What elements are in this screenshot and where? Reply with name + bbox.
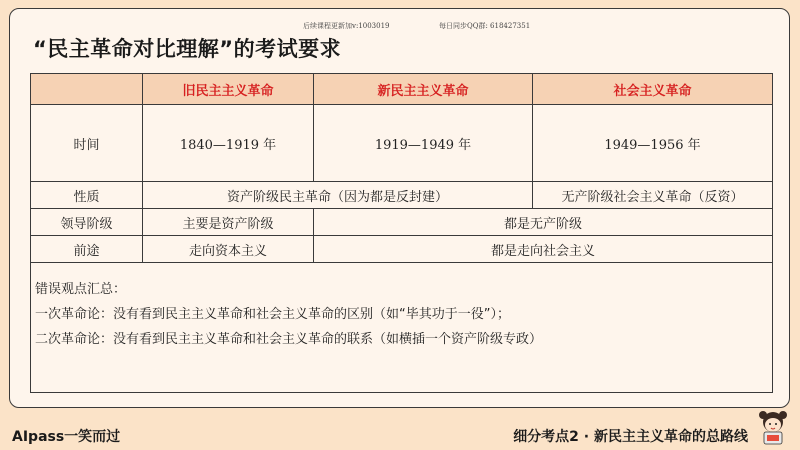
watermark-right: 每日同步QQ群: 618427351 [439,22,531,30]
nature-democratic: 资产阶级民主革命（因为都是反封建） [143,182,533,209]
table-row-leadership [31,209,773,236]
row-label-nature: 性质 [31,182,143,209]
comparison-table [30,73,773,393]
footer-topic: 细分考点2 · 新民主主义革命的总路线 [513,429,748,445]
header-old-democratic: 旧民主主义革命 [143,74,314,105]
leadership-old-democratic: 主要是资产阶级 [143,209,314,236]
notes-item-2: 二次革命论：没有看到民主主义革命和社会主义革命的联系（如横插一个资产阶级专政） [35,332,543,347]
header-new-democratic: 新民主主义革命 [314,74,533,105]
table-row-time [31,105,773,182]
future-shared: 都是走向社会主义 [314,236,773,263]
watermark-left: 后续课程更新加v:1003019 [303,22,390,30]
table-row-future [31,236,773,263]
row-label-time: 时间 [31,105,143,182]
nature-socialist: 无产阶级社会主义革命（反资） [533,182,773,209]
mascot-avatar-icon [756,409,790,447]
time-old-democratic: 1840—1919 年 [143,105,314,182]
time-new-democratic: 1919—1949 年 [314,105,533,182]
leadership-shared: 都是无产阶级 [314,209,773,236]
row-label-leadership: 领导阶级 [31,209,143,236]
future-old-democratic: 走向资本主义 [143,236,314,263]
notes-item-1: 一次革命论：没有看到民主主义革命和社会主义革命的区别（如“毕其功于一役”）； [35,307,510,322]
table-row-notes [31,263,773,393]
footer-brand: AIpass一笑而过 [12,429,121,445]
table-row-nature [31,182,773,209]
notes-cell [31,263,773,393]
table-header-row [31,74,773,105]
header-socialist: 社会主义革命 [533,74,773,105]
page-title: “民主革命对比理解”的考试要求 [33,37,342,61]
row-label-future: 前途 [31,236,143,263]
header-cell-blank [31,74,143,105]
time-socialist: 1949—1956 年 [533,105,773,182]
notes-heading: 错误观点汇总： [35,282,127,297]
